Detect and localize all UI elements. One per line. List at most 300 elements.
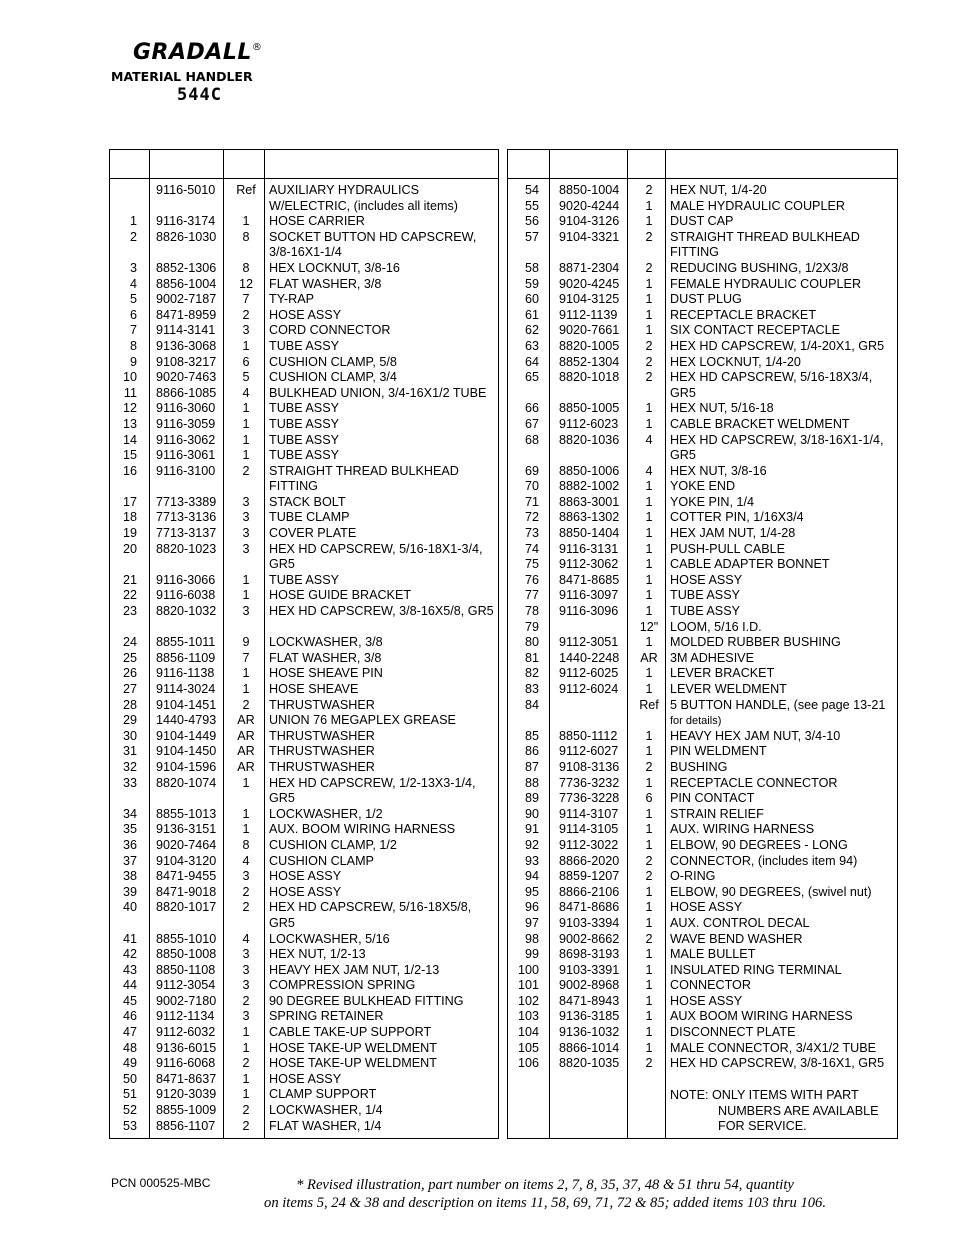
part-number: 9136-3151 bbox=[156, 822, 217, 837]
table-row bbox=[110, 698, 498, 714]
quantity: 1 bbox=[242, 682, 250, 696]
description bbox=[670, 199, 898, 215]
description-text: LOCKWASHER, 3/8 bbox=[269, 635, 383, 650]
item-number: 22 bbox=[122, 588, 137, 603]
table-row bbox=[110, 932, 498, 948]
description bbox=[670, 433, 898, 464]
quantity: 1 bbox=[242, 338, 250, 353]
description bbox=[269, 947, 499, 963]
table-row bbox=[110, 386, 498, 402]
item-number: 70 bbox=[524, 479, 539, 494]
item-number: 16 bbox=[122, 463, 137, 478]
quantity: 1 bbox=[645, 1025, 653, 1040]
part-number: 9116-3096 bbox=[559, 604, 619, 619]
description-text: HOSE ASSY bbox=[269, 1071, 342, 1086]
item-number: 62 bbox=[524, 323, 539, 338]
item-number: 36 bbox=[122, 837, 137, 852]
description bbox=[269, 292, 499, 308]
item-number: 52 bbox=[122, 1103, 137, 1118]
quantity: 2 bbox=[242, 307, 250, 322]
description bbox=[670, 557, 898, 573]
part-number: 9103-3394 bbox=[559, 915, 620, 930]
description-text: TUBE ASSY bbox=[670, 604, 740, 619]
description bbox=[269, 635, 499, 651]
item-number: 67 bbox=[524, 416, 539, 431]
description-text: HOSE CARRIER bbox=[269, 214, 365, 229]
description bbox=[670, 1009, 898, 1025]
part-number: 8471-8686 bbox=[559, 900, 620, 915]
description-text: CABLE BRACKET WELDMENT bbox=[670, 416, 850, 431]
description bbox=[269, 651, 499, 667]
table-row bbox=[508, 183, 897, 199]
description bbox=[269, 900, 499, 931]
item-number: 57 bbox=[524, 229, 539, 244]
item-number: 96 bbox=[524, 900, 539, 915]
description bbox=[670, 339, 898, 355]
description-text: BUSHING bbox=[670, 759, 728, 774]
description-text: TY-RAP bbox=[269, 292, 315, 307]
description bbox=[670, 495, 898, 511]
description bbox=[269, 401, 499, 417]
pcn-number: PCN 000525-MBC bbox=[111, 1176, 211, 1190]
table-row bbox=[508, 214, 897, 230]
part-number: 8866-1014 bbox=[559, 1040, 620, 1055]
description bbox=[269, 1119, 499, 1135]
item-number: 98 bbox=[524, 931, 539, 946]
description-text: RECEPTACLE CONNECTOR bbox=[670, 775, 838, 790]
table-row bbox=[508, 744, 897, 760]
parts-table-right bbox=[507, 149, 898, 1139]
table-row bbox=[110, 573, 498, 589]
revision-line: * Revised illustration, part number on items 2, 7, 8, 35, 37, 48 & 51 thru 54, quantity bbox=[296, 1177, 794, 1193]
quantity: 1 bbox=[645, 635, 653, 650]
table-row bbox=[110, 510, 498, 526]
quantity: 2 bbox=[645, 229, 653, 244]
item-number: 34 bbox=[122, 806, 137, 821]
table-row bbox=[508, 978, 897, 994]
table-row bbox=[110, 401, 498, 417]
item-number: 53 bbox=[122, 1118, 137, 1133]
item-number: 26 bbox=[122, 666, 137, 681]
item-number: 27 bbox=[122, 682, 137, 696]
part-number: 8856-1107 bbox=[156, 1118, 216, 1133]
table-row bbox=[508, 932, 897, 948]
item-number: 103 bbox=[517, 1009, 539, 1024]
table-row bbox=[110, 433, 498, 449]
part-number: 8855-1010 bbox=[156, 931, 217, 946]
description-text: INSULATED RING TERMINAL bbox=[670, 962, 842, 977]
description bbox=[269, 370, 499, 386]
quantity: AR bbox=[237, 728, 255, 743]
part-number: 8850-1108 bbox=[156, 962, 216, 977]
item-number: 35 bbox=[122, 822, 137, 837]
quantity: 1 bbox=[242, 1025, 250, 1040]
item-number: 55 bbox=[524, 198, 539, 213]
part-number: 8826-1030 bbox=[156, 229, 217, 244]
part-number: 8850-1006 bbox=[559, 463, 620, 478]
item-number: 80 bbox=[524, 635, 539, 650]
quantity: 1 bbox=[645, 837, 653, 852]
description-text: HOSE ASSY bbox=[269, 884, 342, 899]
quantity: 1 bbox=[645, 494, 653, 509]
table-row bbox=[508, 822, 897, 838]
table-row bbox=[110, 339, 498, 355]
table-row bbox=[508, 1025, 897, 1041]
description-text: HEX LOCKNUT, 1/4-20 bbox=[670, 354, 801, 369]
part-number: 8820-1018 bbox=[559, 370, 620, 385]
quantity: AR bbox=[237, 713, 255, 728]
part-number: 8471-8943 bbox=[559, 993, 620, 1008]
part-number: 8850-1008 bbox=[156, 947, 217, 962]
description-text: SIX CONTACT RECEPTACLE bbox=[670, 323, 841, 338]
part-number: 8859-1207 bbox=[559, 869, 620, 884]
item-number: 74 bbox=[524, 541, 539, 556]
part-number: 9116-5010 bbox=[156, 183, 216, 197]
description bbox=[670, 744, 898, 760]
quantity: 1 bbox=[645, 323, 653, 338]
item-number: 82 bbox=[524, 666, 539, 681]
quantity: 2 bbox=[242, 993, 250, 1008]
description-text: HEAVY HEX JAM NUT, 1/2-13 bbox=[269, 962, 440, 977]
quantity: 4 bbox=[645, 463, 653, 478]
item-number: 11 bbox=[123, 385, 137, 400]
quantity: 4 bbox=[242, 385, 250, 400]
table-row bbox=[110, 760, 498, 776]
quantity: 4 bbox=[242, 931, 250, 946]
quantity: 1 bbox=[242, 1071, 250, 1086]
item-number: 41 bbox=[122, 931, 137, 946]
quantity: 8 bbox=[242, 229, 250, 244]
description-text: 3M ADHESIVE bbox=[670, 650, 754, 665]
quantity: 1 bbox=[645, 526, 653, 541]
quantity: 3 bbox=[242, 978, 250, 993]
description bbox=[670, 635, 898, 651]
table-row bbox=[110, 588, 498, 604]
description-text: HOSE TAKE-UP WELDMENT bbox=[269, 1056, 437, 1071]
item-number: 68 bbox=[524, 432, 539, 447]
description bbox=[269, 1087, 499, 1103]
part-number: 9002-7180 bbox=[156, 993, 217, 1008]
quantity: 2 bbox=[645, 931, 653, 946]
description-text: HOSE ASSY bbox=[670, 993, 743, 1008]
item-number: 66 bbox=[524, 401, 539, 416]
description bbox=[269, 838, 499, 854]
table-row bbox=[110, 885, 498, 901]
table-row bbox=[508, 635, 897, 651]
table-row bbox=[110, 869, 498, 885]
description-text: WAVE BEND WASHER bbox=[670, 931, 803, 946]
quantity: 1 bbox=[242, 214, 250, 229]
description-text: LOCKWASHER, 1/2 bbox=[269, 806, 383, 821]
table-row bbox=[110, 292, 498, 308]
quantity: 1 bbox=[645, 822, 653, 837]
item-number: 50 bbox=[122, 1071, 137, 1086]
item-number: 33 bbox=[122, 775, 137, 790]
part-number: 9020-7661 bbox=[559, 323, 620, 338]
part-number: 9116-3066 bbox=[156, 572, 216, 587]
brand-name: GRADALL® bbox=[133, 40, 263, 65]
description bbox=[670, 214, 898, 230]
table-row bbox=[110, 807, 498, 823]
table-row bbox=[110, 1103, 498, 1119]
description bbox=[269, 932, 499, 948]
description bbox=[670, 464, 898, 480]
description bbox=[269, 183, 499, 214]
table-row bbox=[508, 526, 897, 542]
part-number: 8866-2106 bbox=[559, 884, 620, 899]
quantity: 3 bbox=[242, 869, 250, 884]
description bbox=[269, 978, 499, 994]
parts-rows-left bbox=[110, 183, 498, 1134]
registered-mark: ® bbox=[251, 42, 263, 53]
part-number: 8820-1017 bbox=[156, 900, 217, 915]
part-number: 8871-2304 bbox=[559, 260, 620, 275]
description bbox=[670, 1041, 898, 1057]
quantity: 5 bbox=[242, 370, 250, 385]
part-number: 8820-1005 bbox=[559, 338, 620, 353]
table-row bbox=[508, 292, 897, 308]
description bbox=[670, 526, 898, 542]
table-row bbox=[508, 464, 897, 480]
table-row bbox=[508, 791, 897, 807]
description-text: HEX NUT, 3/8-16 bbox=[670, 463, 767, 478]
description-text: STRAIGHT THREAD BULKHEAD FITTING bbox=[269, 463, 459, 494]
description bbox=[670, 932, 898, 948]
description bbox=[269, 588, 499, 604]
item-number: 48 bbox=[122, 1040, 137, 1055]
description-text: ELBOW, 90 DEGREES - LONG bbox=[670, 837, 848, 852]
description-text: HOSE SHEAVE bbox=[269, 682, 359, 696]
item-number: 17 bbox=[122, 494, 137, 509]
description bbox=[269, 323, 499, 339]
description-text: TUBE ASSY bbox=[269, 338, 339, 353]
quantity: 2 bbox=[645, 370, 653, 385]
table-row bbox=[508, 807, 897, 823]
quantity: 1 bbox=[242, 572, 250, 587]
table-row bbox=[508, 776, 897, 792]
description bbox=[269, 963, 499, 979]
description-text: AUX. CONTROL DECAL bbox=[670, 915, 810, 930]
description bbox=[269, 698, 499, 714]
description bbox=[670, 370, 898, 401]
description-text: HEX HD CAPSCREW, 3/8-16X1, GR5 bbox=[670, 1056, 885, 1071]
part-number: 8852-1304 bbox=[559, 354, 620, 369]
item-number: 15 bbox=[122, 448, 137, 463]
description bbox=[269, 308, 499, 324]
description-text: HEX HD CAPSCREW, 3/8-16X5/8, GR5 bbox=[269, 604, 494, 619]
item-number: 97 bbox=[524, 915, 539, 930]
table-row bbox=[508, 729, 897, 745]
table-row bbox=[110, 495, 498, 511]
description-text: HEX NUT, 1/2-13 bbox=[269, 947, 366, 962]
part-number: 9020-4245 bbox=[559, 276, 620, 291]
description-text: TUBE ASSY bbox=[269, 416, 339, 431]
item-number: 51 bbox=[122, 1087, 137, 1102]
description-text: MALE CONNECTOR, 3/4X1/2 TUBE bbox=[670, 1040, 876, 1055]
quantity: 3 bbox=[242, 962, 250, 977]
table-row bbox=[508, 1056, 897, 1072]
description bbox=[269, 994, 499, 1010]
quantity: 3 bbox=[242, 947, 250, 962]
item-number: 64 bbox=[524, 354, 539, 369]
table-row bbox=[110, 277, 498, 293]
quantity: 1 bbox=[645, 666, 653, 681]
table-row bbox=[508, 854, 897, 870]
part-number: 9112-6032 bbox=[156, 1025, 216, 1040]
description bbox=[670, 916, 898, 932]
description bbox=[670, 807, 898, 823]
part-number: 9116-3060 bbox=[156, 401, 216, 416]
description-text: CONNECTOR bbox=[670, 978, 751, 993]
part-number: 9116-3059 bbox=[156, 416, 216, 431]
table-row bbox=[508, 963, 897, 979]
description-text: PIN CONTACT bbox=[670, 791, 755, 806]
quantity: 2 bbox=[645, 853, 653, 868]
description bbox=[670, 1025, 898, 1041]
item-number: 29 bbox=[122, 713, 137, 728]
table-row bbox=[508, 230, 897, 261]
quantity: 3 bbox=[242, 1009, 250, 1024]
quantity: 1 bbox=[645, 978, 653, 993]
table-row bbox=[508, 994, 897, 1010]
description bbox=[670, 604, 898, 620]
item-number: 69 bbox=[524, 463, 539, 478]
part-number: 9002-7187 bbox=[156, 292, 217, 307]
quantity: 6 bbox=[242, 354, 250, 369]
table-row bbox=[110, 230, 498, 261]
description bbox=[670, 776, 898, 792]
item-number: 93 bbox=[524, 853, 539, 868]
part-number: 9002-8968 bbox=[559, 978, 620, 993]
item-number: 76 bbox=[524, 572, 539, 587]
part-number: 8471-9018 bbox=[156, 884, 217, 899]
description-text: AUXILIARY HYDRAULICS W/ELECTRIC, (includes all items) bbox=[269, 183, 458, 213]
description-text: CABLE TAKE-UP SUPPORT bbox=[269, 1025, 432, 1040]
quantity: 1 bbox=[645, 479, 653, 494]
description-text: TUBE ASSY bbox=[269, 572, 339, 587]
description bbox=[670, 323, 898, 339]
quantity: 1 bbox=[645, 416, 653, 431]
description bbox=[269, 1025, 499, 1041]
description-text: SOCKET BUTTON HD CAPSCREW, 3/8-16X1-1/4 bbox=[269, 229, 477, 260]
description-text: PIN WELDMENT bbox=[670, 744, 767, 759]
header-divider bbox=[110, 178, 498, 179]
table-row bbox=[110, 822, 498, 838]
table-row bbox=[508, 588, 897, 604]
table-row bbox=[110, 854, 498, 870]
part-number: 9136-1032 bbox=[559, 1025, 620, 1040]
table-row bbox=[508, 355, 897, 371]
table-row bbox=[110, 542, 498, 573]
table-row bbox=[110, 776, 498, 807]
description bbox=[269, 495, 499, 511]
item-number: 90 bbox=[524, 806, 539, 821]
description-text: HEX LOCKNUT, 3/8-16 bbox=[269, 260, 400, 275]
description-text: ELBOW, 90 DEGREES, (swivel nut) bbox=[670, 884, 872, 899]
part-number: 9104-1596 bbox=[156, 759, 217, 774]
item-number: 23 bbox=[122, 604, 137, 619]
part-number: 9116-3174 bbox=[156, 214, 216, 229]
description bbox=[670, 666, 898, 682]
quantity: 1 bbox=[242, 822, 250, 837]
table-row bbox=[110, 994, 498, 1010]
table-row bbox=[508, 900, 897, 916]
table-row bbox=[110, 1119, 498, 1135]
quantity: 1 bbox=[645, 1040, 653, 1055]
quantity: 1 bbox=[645, 604, 653, 619]
description-text: HEAVY HEX JAM NUT, 3/4-10 bbox=[670, 728, 841, 743]
part-number: 9112-6024 bbox=[559, 682, 619, 696]
revision-line: on items 5, 24 & 38 and description on items 11, 58, 69, 71, 72 & 85; added items 103 thru 106. bbox=[264, 1195, 826, 1211]
description bbox=[269, 713, 499, 729]
description-text: HEX HD CAPSCREW, 5/16-18X3/4, GR5 bbox=[670, 370, 873, 400]
description bbox=[670, 355, 898, 371]
description-text: BULKHEAD UNION, 3/4-16X1/2 TUBE bbox=[269, 385, 487, 400]
table-row bbox=[508, 573, 897, 589]
description-text: THRUSTWASHER bbox=[269, 728, 375, 743]
description bbox=[269, 1041, 499, 1057]
description-text: MALE BULLET bbox=[670, 947, 756, 962]
quantity: 2 bbox=[242, 1103, 250, 1118]
item-number: 102 bbox=[517, 993, 539, 1008]
description-text: YOKE PIN, 1/4 bbox=[670, 494, 754, 509]
quantity: 2 bbox=[645, 869, 653, 884]
part-number: 9112-6025 bbox=[559, 666, 619, 681]
item-number: 65 bbox=[524, 370, 539, 385]
description-text: THRUSTWASHER bbox=[269, 759, 375, 774]
table-row bbox=[508, 417, 897, 433]
table-row bbox=[508, 510, 897, 526]
description-text: FEMALE HYDRAULIC COUPLER bbox=[670, 276, 862, 291]
item-number: 72 bbox=[524, 510, 539, 525]
description bbox=[670, 510, 898, 526]
item-number: 100 bbox=[517, 962, 539, 977]
quantity: 2 bbox=[242, 900, 250, 915]
item-number: 92 bbox=[524, 837, 539, 852]
table-row bbox=[110, 604, 498, 635]
part-number: 8471-8959 bbox=[156, 307, 217, 322]
description-text: HOSE TAKE-UP WELDMENT bbox=[269, 1040, 437, 1055]
description bbox=[670, 417, 898, 433]
part-number: 9112-1134 bbox=[156, 1009, 215, 1024]
description-text: COVER PLATE bbox=[269, 526, 357, 541]
quantity: 1 bbox=[242, 1087, 250, 1102]
description-text: 90 DEGREE BULKHEAD FITTING bbox=[269, 993, 464, 1008]
description bbox=[269, 510, 499, 526]
table-row bbox=[110, 900, 498, 931]
item-number: 42 bbox=[122, 947, 137, 962]
item-number: 101 bbox=[517, 978, 539, 993]
model-number: 544C bbox=[177, 85, 222, 105]
description-text: TUBE ASSY bbox=[670, 588, 740, 603]
description-text: STRAIN RELIEF bbox=[670, 806, 764, 821]
description bbox=[269, 464, 499, 495]
table-row bbox=[508, 557, 897, 573]
table-row bbox=[110, 1025, 498, 1041]
quantity: 1 bbox=[242, 806, 250, 821]
table-row bbox=[110, 464, 498, 495]
part-number: 7736-3228 bbox=[559, 791, 620, 806]
note-line: FOR SERVICE. bbox=[718, 1119, 807, 1134]
table-row bbox=[110, 666, 498, 682]
part-number: 8850-1112 bbox=[559, 728, 618, 743]
item-number: 9 bbox=[129, 354, 137, 369]
part-number: 9104-3321 bbox=[559, 229, 620, 244]
item-number: 75 bbox=[524, 557, 539, 572]
note-line: NOTE: ONLY ITEMS WITH PART bbox=[670, 1088, 859, 1102]
item-number: 63 bbox=[524, 338, 539, 353]
description-text: MALE HYDRAULIC COUPLER bbox=[670, 198, 845, 213]
